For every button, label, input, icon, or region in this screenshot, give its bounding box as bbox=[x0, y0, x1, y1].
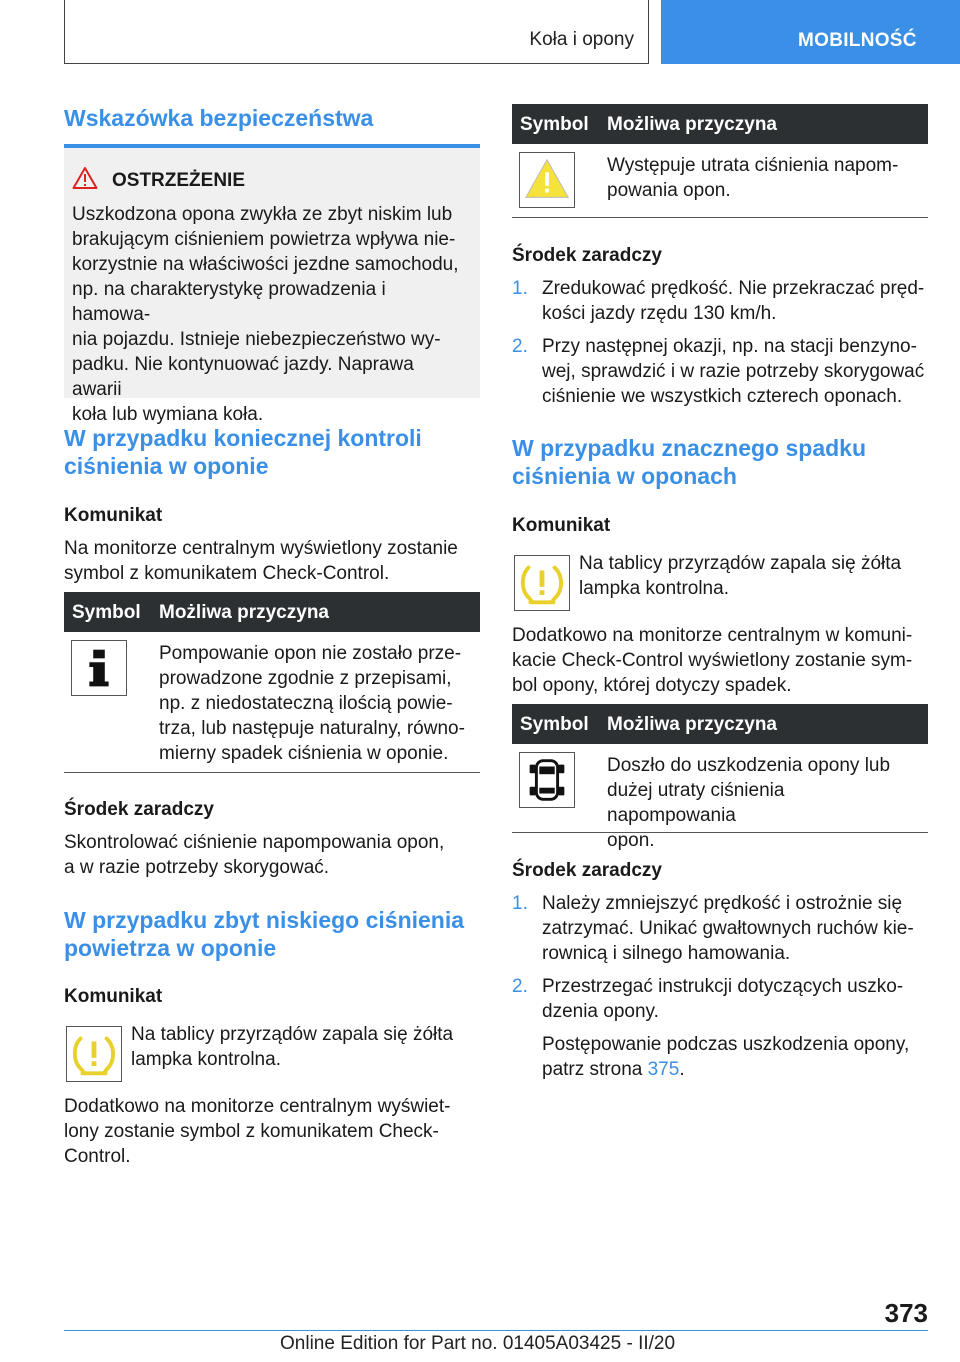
table-cell-cause bbox=[607, 153, 917, 203]
warning-line: padku. Nie kontynuować jazdy. Naprawa awarii bbox=[72, 354, 414, 400]
list-text bbox=[542, 276, 928, 326]
komunikat-label: Komunikat bbox=[512, 515, 611, 536]
list-text bbox=[542, 974, 928, 1024]
paragraph bbox=[64, 536, 480, 586]
car-tire-icon bbox=[519, 752, 575, 808]
list-number: 2. bbox=[512, 976, 528, 997]
tire-pressure-warning-icon bbox=[66, 1026, 122, 1082]
column-header-symbol: Symbol bbox=[520, 114, 589, 135]
text-line: Doszło do uszkodzenia opony lub bbox=[607, 755, 891, 776]
safety-heading: Wskazówka bezpieczeństwa bbox=[64, 105, 374, 131]
warning-title: OSTRZEŻENIE bbox=[112, 170, 246, 191]
text-line: wej, sprawdzić i w razie potrzeby skorygować bbox=[542, 361, 925, 382]
warning-line: brakującym ciśnieniem powietrza wpływa nie- bbox=[72, 229, 456, 250]
yellow-triangle-icon bbox=[519, 152, 575, 208]
text-fragment: patrz strona bbox=[542, 1059, 648, 1080]
page-number: 373 bbox=[884, 1298, 928, 1328]
column-header-cause: Możliwa przyczyna bbox=[607, 114, 777, 135]
komunikat-label: Komunikat bbox=[64, 505, 163, 526]
info-icon bbox=[71, 640, 127, 696]
paragraph bbox=[512, 623, 928, 698]
text-line: trza, lub następuje naturalny, równo- bbox=[159, 718, 465, 739]
text-line: mierny spadek ciśnienia w oponie. bbox=[159, 743, 449, 764]
text-line: lampka kontrolna. bbox=[131, 1049, 281, 1070]
heading-line: ciśnienia w oponie bbox=[64, 453, 269, 479]
text-line: lony zostanie symbol z komunikatem Check- bbox=[64, 1121, 439, 1142]
table-header bbox=[512, 704, 928, 744]
text-line: Występuje utrata ciśnienia napom- bbox=[607, 155, 899, 176]
column-header-symbol: Symbol bbox=[520, 714, 589, 735]
table-row bbox=[512, 744, 928, 851]
list-number: 1. bbox=[512, 893, 528, 914]
text-line: Przestrzegać instrukcji dotyczących uszko- bbox=[542, 976, 904, 997]
text-line: Na monitorze centralnym wyświetlony zostanie bbox=[64, 538, 458, 559]
warning-line: korzystnie na właściwości jezdne samochodu, bbox=[72, 254, 459, 275]
text-line: kacie Check-Control wyświetlony zostanie sym- bbox=[512, 650, 913, 671]
text-line: bol opony, której dotyczy spadek. bbox=[512, 675, 792, 696]
heading-line: W przypadku znacznego spadku bbox=[512, 435, 866, 461]
table-cell-cause bbox=[607, 753, 917, 853]
column-header-symbol: Symbol bbox=[72, 602, 141, 623]
tire-pressure-warning-icon bbox=[514, 555, 570, 611]
heading-line: W przypadku koniecznej kontroli bbox=[64, 425, 422, 451]
text-line: Zredukować prędkość. Nie przekraczać pręd- bbox=[542, 278, 925, 299]
header-chapter-title: MOBILNOŚĆ bbox=[798, 30, 917, 51]
table-header bbox=[64, 592, 480, 632]
text-line: rownicą i silnego hamowania. bbox=[542, 943, 791, 964]
list-number: 2. bbox=[512, 336, 528, 357]
list-text bbox=[542, 1032, 928, 1082]
heading-line: ciśnienia w oponach bbox=[512, 463, 737, 489]
header-chapter-tab bbox=[661, 0, 960, 64]
page-header bbox=[0, 0, 960, 66]
remedy-heading: Środek zaradczy bbox=[512, 245, 662, 266]
warning-text bbox=[72, 202, 468, 427]
warning-box bbox=[64, 148, 480, 425]
section-heading-major-pressure-loss bbox=[512, 434, 928, 490]
warning-line: np. na charakterystykę prowadzenia i hamowa- bbox=[72, 279, 386, 325]
footer-rule bbox=[64, 1330, 928, 1331]
text-line: Dodatkowo na monitorze centralnym wyświet- bbox=[64, 1096, 451, 1117]
paragraph bbox=[64, 830, 480, 880]
text-line: a w razie potrzeby skorygować. bbox=[64, 857, 330, 878]
remedy-heading: Środek zaradczy bbox=[512, 860, 662, 881]
text-line: Control. bbox=[64, 1146, 131, 1167]
text-line: zatrzymać. Unikać gwałtownych ruchów kie- bbox=[542, 918, 914, 939]
warning-line: nia pojazdu. Istnieje niebezpieczeństwo wy- bbox=[72, 329, 441, 350]
text-line: Postępowanie podczas uszkodzenia opony, bbox=[542, 1034, 910, 1055]
heading-line: W przypadku zbyt niskiego ciśnienia bbox=[64, 907, 465, 933]
text-line: Na tablicy przyrządów zapala się żółta bbox=[131, 1024, 454, 1045]
text-line: Na tablicy przyrządów zapala się żółta bbox=[579, 553, 902, 574]
list-number: 1. bbox=[512, 278, 528, 299]
heading-line: powietrza w oponie bbox=[64, 935, 277, 961]
text-line: opon. bbox=[607, 830, 655, 851]
table-cell-cause bbox=[159, 641, 469, 766]
text-line: Pompowanie opon nie zostało prze- bbox=[159, 643, 462, 664]
list-text bbox=[542, 891, 928, 966]
header-section-title: Koła i opony bbox=[529, 29, 634, 50]
table-row bbox=[512, 144, 928, 218]
section-heading-pressure-check bbox=[64, 424, 480, 480]
table-row bbox=[64, 632, 480, 773]
warning-line: koła lub wymiana koła. bbox=[72, 404, 264, 425]
text-line bbox=[542, 1057, 928, 1082]
column-header-cause: Możliwa przyczyna bbox=[607, 714, 777, 735]
text-line: lampka kontrolna. bbox=[579, 578, 729, 599]
text-line: dzenia opony. bbox=[542, 1001, 659, 1022]
column-header-cause: Możliwa przyczyna bbox=[159, 602, 329, 623]
text-line: ciśnienie we wszystkich czterech oponach. bbox=[542, 386, 903, 407]
remedy-heading: Środek zaradczy bbox=[64, 799, 214, 820]
text-line: Skontrolować ciśnienie napompowania opon, bbox=[64, 832, 445, 853]
warning-triangle-icon bbox=[72, 166, 98, 190]
table-header bbox=[512, 104, 928, 144]
lamp-text bbox=[579, 551, 928, 601]
komunikat-label: Komunikat bbox=[64, 986, 163, 1007]
list-text bbox=[542, 334, 928, 409]
text-line: powania opon. bbox=[607, 180, 731, 201]
paragraph bbox=[64, 1094, 480, 1169]
text-line: Dodatkowo na monitorze centralnym w komuni- bbox=[512, 625, 913, 646]
text-line: np. z niedostateczną ilością powie- bbox=[159, 693, 453, 714]
text-line: kości jazdy rzędu 130 km/h. bbox=[542, 303, 777, 324]
footer-edition-text: Online Edition for Part no. 01405A03425 - II/20 bbox=[280, 1333, 676, 1354]
text-line: dużej utraty ciśnienia napompowania bbox=[607, 780, 785, 826]
text-line: Przy następnej okazji, np. na stacji benzyno- bbox=[542, 336, 917, 357]
text-line: Należy zmniejszyć prędkość i ostrożnie się bbox=[542, 893, 903, 914]
section-heading-low-pressure bbox=[64, 906, 480, 962]
text-line: prowadzone zgodnie z przepisami, bbox=[159, 668, 452, 689]
text-line: symbol z komunikatem Check-Control. bbox=[64, 563, 390, 584]
header-section-box bbox=[64, 0, 649, 64]
text-fragment: . bbox=[679, 1059, 685, 1080]
lamp-text bbox=[131, 1022, 480, 1072]
warning-line: Uszkodzona opona zwykła ze zbyt niskim lub bbox=[72, 204, 453, 225]
page-link-375[interactable]: 375 bbox=[647, 1059, 680, 1080]
